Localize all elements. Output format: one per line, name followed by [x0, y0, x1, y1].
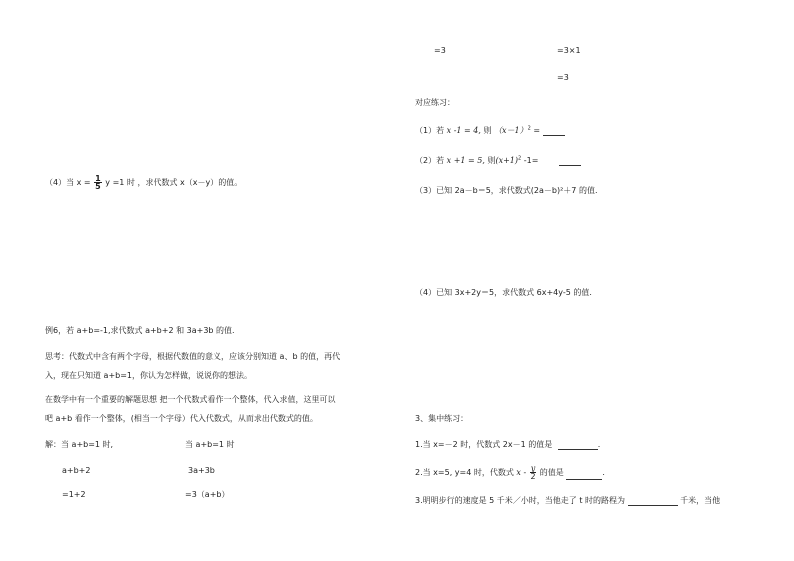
p1-condition: x -1 = 4, [446, 126, 481, 135]
right-practice-3: （3）已知 2a－b＝5，求代数式(2a－b)²＋7 的值. [415, 186, 598, 195]
left-q4-fraction [94, 175, 102, 190]
left-q4-frac-den: 5 [95, 182, 101, 191]
c3-answer-blank[interactable] [628, 497, 678, 506]
right-concentrated-1 [415, 440, 600, 450]
p2-prefix: （2）若 [415, 156, 445, 165]
left-q4 [45, 175, 242, 190]
c2-fraction [530, 465, 537, 480]
c2-frac-num: y [530, 464, 536, 473]
p1-prefix: （1）若 [415, 126, 445, 135]
c1-text: 1.当 x=－2 时，代数式 2x－1 的值是 [415, 440, 553, 449]
right-concentrated-2 [415, 465, 605, 480]
c3-end: 千米，当他 [680, 496, 721, 505]
right-section3-title: 3、集中练习： [415, 414, 469, 423]
p1-exponent: 2 [527, 125, 531, 132]
left-expr-a: a+b+2 [62, 466, 91, 475]
left-q4-frac-num: 1 [95, 174, 101, 183]
left-expr-b: 3a+3b [188, 466, 215, 475]
right-top-a: =3 [434, 46, 446, 55]
left-solution-a: 解：当 a+b=1 时, [45, 440, 114, 449]
right-concentrated-3 [415, 496, 720, 506]
left-example6: 例6，若 a+b=-1,求代数式 a+b+2 和 3a+3b 的值. [45, 326, 235, 335]
left-solution-b: 当 a+b=1 时 [185, 440, 235, 449]
p2-then: 则 [487, 156, 496, 165]
p2-equals: -1= [521, 156, 539, 165]
p2-answer-blank[interactable] [559, 157, 581, 166]
c2-suffix: 的值是 [539, 468, 564, 477]
right-practice-title: 对应练习： [415, 98, 455, 107]
left-q4-prefix: （4）当 x = [45, 178, 91, 187]
p1-equals: = [530, 126, 543, 135]
left-q4-suffix: y =1 时 ，求代数式 x（x－y）的值。 [105, 178, 243, 187]
p1-expression: （x－1） [494, 126, 528, 135]
c2-expression: x - [516, 468, 527, 477]
left-step-a: =1+2 [62, 490, 86, 499]
p1-then: 则 [483, 126, 492, 135]
left-think-line1: 思考：代数式中含有两个字母，根据代数值的意义，应该分别知道 a、b 的值，再代 [45, 352, 341, 361]
p2-condition: x +1 = 5, [446, 156, 485, 165]
c1-end: . [597, 440, 601, 449]
left-idea-line1: 在数学中有一个重要的解题思想 把一个代数式看作一个整体，代入求值，这里可以 [45, 395, 336, 404]
c2-answer-blank[interactable] [566, 471, 602, 480]
c3-text: 3.明明步行的速度是 5 千米／小时，当他走了 t 时的路程为 [415, 496, 626, 505]
p2-expression: (x+1) [495, 156, 519, 165]
left-idea-line2: 吧 a+b 看作一个整体，(相当一个字母）代入代数式，从而求出代数式的值。 [45, 414, 318, 423]
right-practice-2 [415, 156, 581, 166]
right-top-c: =3 [557, 73, 569, 82]
right-practice-4: （4）已知 3x+2y＝5，求代数式 6x+4y-5 的值. [415, 288, 592, 297]
left-think-line2: 入，现在只知道 a+b=1，你认为怎样做，说说你的想法。 [45, 371, 253, 380]
c2-prefix: 2.当 x=5, y=4 时，代数式 [415, 468, 514, 477]
right-practice-1 [415, 126, 565, 136]
c2-end: . [602, 468, 605, 477]
right-top-b: =3×1 [557, 46, 581, 55]
c2-frac-den: 2 [530, 472, 536, 481]
p2-exponent: 2 [518, 155, 522, 162]
p1-answer-blank[interactable] [543, 127, 565, 136]
c1-answer-blank[interactable] [558, 441, 598, 450]
left-step-b: =3（a+b） [185, 490, 230, 499]
